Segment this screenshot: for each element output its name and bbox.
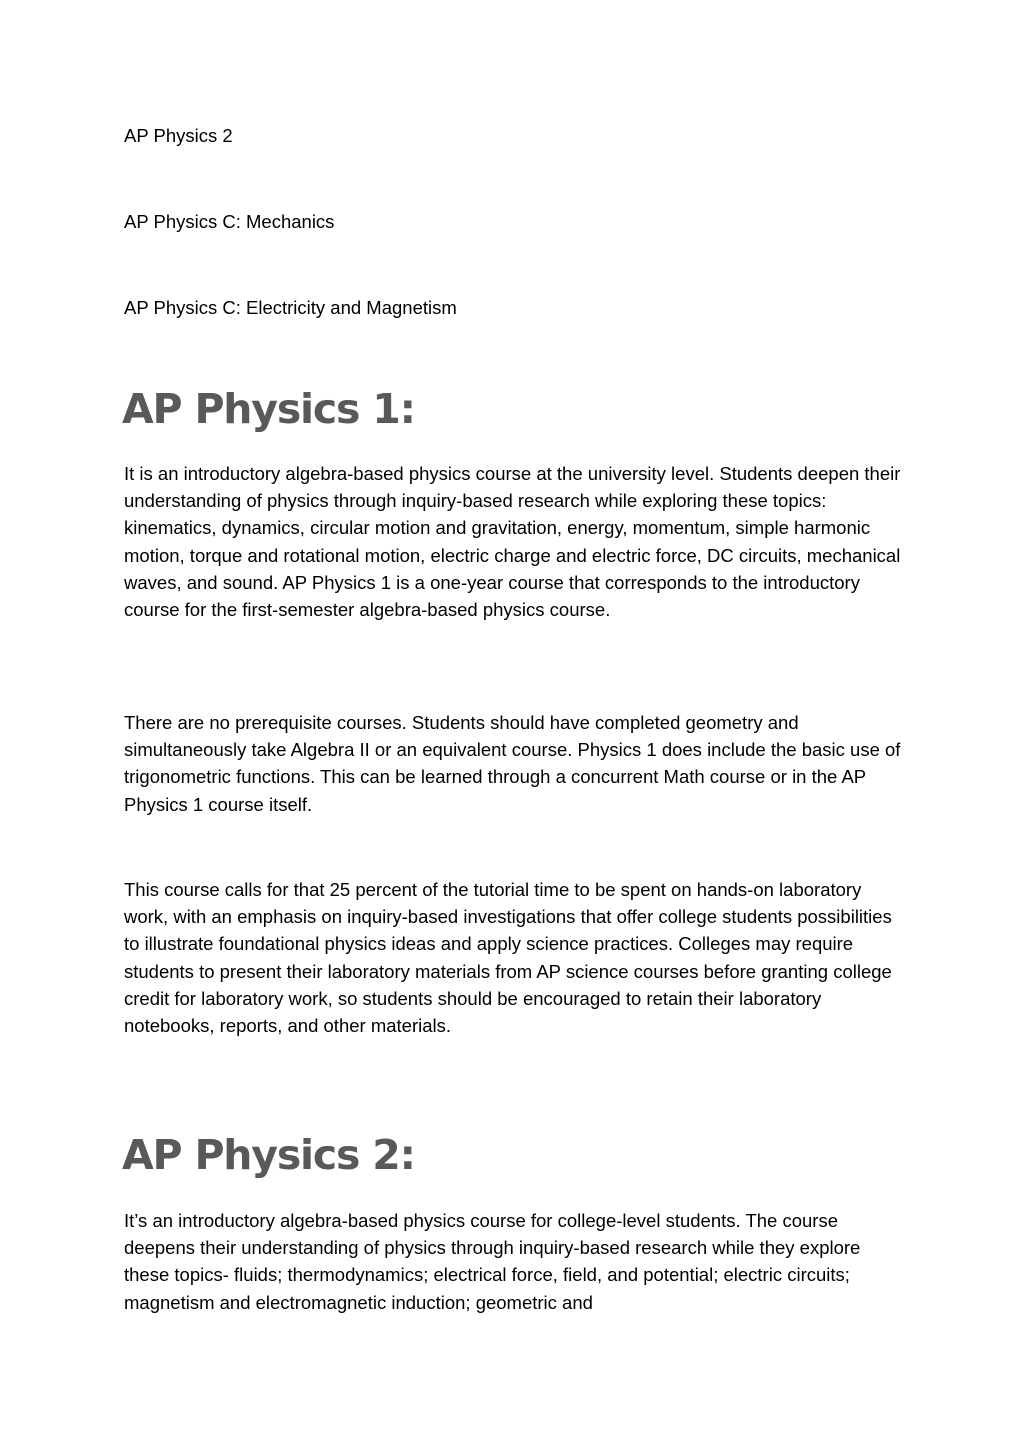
paragraph: It is an introductory algebra-based physics course at the university level. Students deepen their understanding of physics through inquiry-based research while exploring these topics: kinematics, dynamics, circular motion and gravitation, energy, momentum, simple harmonic motion, torque and rotational motion, electric charge and electric force, DC circuits, mechanical waves, and sound. AP Physics 1 is a one-year course that corresponds to the introductory course for the first-semester algebra-based physics course. — [124, 463, 901, 621]
paragraph: There are no prerequisite courses. Students should have completed geometry and simultaneously take Algebra II or an equivalent course. Physics 1 does include the basic use of trigonometric functions. This can be learned through a concurrent Math course or in the AP Physics 1 course itself. — [124, 712, 901, 815]
section-heading-physics-1: AP Physics 1: — [122, 385, 415, 433]
course-list-item: AP Physics 2 — [124, 125, 233, 146]
section-heading-physics-2: AP Physics 2: — [122, 1131, 415, 1179]
course-list-item: AP Physics C: Mechanics — [124, 211, 335, 232]
course-list-item: AP Physics C: Electricity and Magnetism — [124, 297, 457, 318]
paragraph: It’s an introductory algebra-based physics course for college-level students. The course deepens their understanding of physics through inquiry-based research while they explore these topics- fluids; thermodynamics; electrical force, field, and potential; electric circuits; magnetism and electromagnetic induction; geometric and — [124, 1210, 861, 1313]
paragraph: This course calls for that 25 percent of the tutorial time to be spent on hands-on laboratory work, with an emphasis on inquiry-based investigations that offer college students possibilities to illustrate foundational physics ideas and apply science practices. Colleges may require students to present their laboratory materials from AP science courses before granting college credit for laboratory work, so students should be encouraged to retain their laboratory notebooks, reports, and other materials. — [124, 879, 892, 1037]
